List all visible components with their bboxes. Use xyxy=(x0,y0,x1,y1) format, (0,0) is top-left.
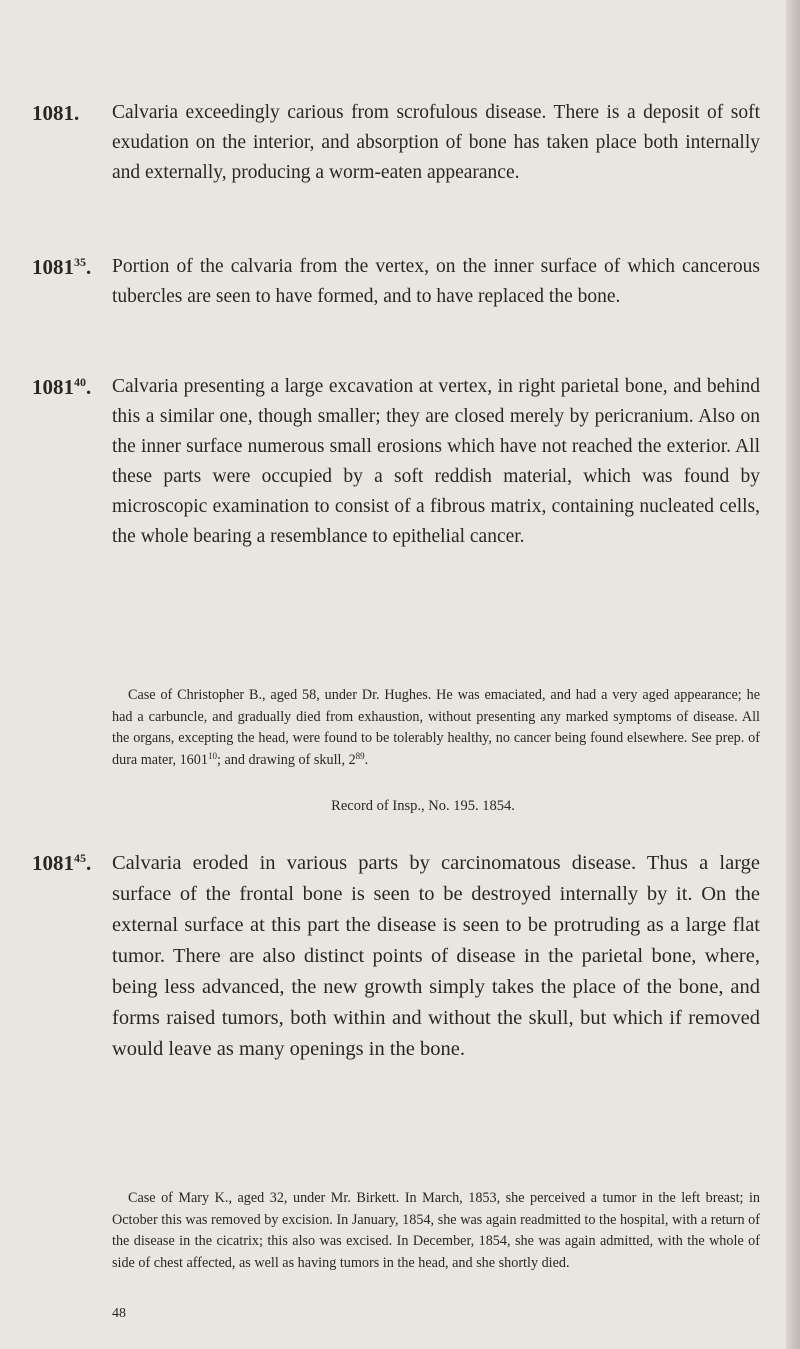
entry-description: Calvaria eroded in various parts by carcinomatous disease. Thus a large surface of the frontal bone is seen to be destroyed internally by it. On the external surface at this part the disease is seen to be protruding as a large flat tumor. There are also distinct points of disease in the parietal bone, where, being less advanced, the new growth simply takes the place of the bone, and forms raised tumors, both within and without the skull, but which if removed would leave as many openings in the bone. xyxy=(112,852,760,1060)
entry-description: Calvaria presenting a large excavation at vertex, in right parietal bone, and behind this a similar one, though smaller; they are closed merely by pericranium. Also on the inner surface numerous small erosions which have not reached the exterior. All these parts were occupied by a soft reddish material, which was found by microscopic examination to consist of a fibrous matrix, containing nucleated cells, the whole bearing a resemblance to epithelial cancer. xyxy=(112,376,760,547)
entry-number: 1081$^{40}$. xyxy=(32,375,92,399)
entry-description: Calvaria exceedingly carious from scrofulous disease. There is a deposit of soft exudation on the interior, and absorption of bone has taken place both internally and externally, producing a worm-eaten appearance. xyxy=(112,102,760,183)
page-number: 48 xyxy=(112,1306,126,1321)
record-reference: Record of Insp., No. 195. 1854. xyxy=(331,798,515,814)
page-edge-shadow xyxy=(786,0,800,1349)
entry-number: 1081. xyxy=(32,101,80,125)
entry-description: Portion of the calvaria from the vertex, on the inner surface of which cancerous tubercles are seen to have formed, and to have replaced the bone. xyxy=(112,256,760,307)
entry-number: 1081$^{35}$. xyxy=(32,255,92,279)
entry-number: 1081$^{45}$. xyxy=(32,851,92,875)
case-note: Case of Christopher B., aged 58, under Dr. Hughes. He was emaciated, and had a very aged appearance; he had a carbuncle, and gradually died from exhaustion, without presenting any marked symptoms of disease. All the organs, excepting the head, were found to be tolerably healthy, no cancer being found elsewhere. See prep. of dura mater, 1601$^{10}$; and drawing of skull, $2^{89}$. xyxy=(112,687,760,768)
case-note: Case of Mary K., aged 32, under Mr. Birkett. In March, 1853, she perceived a tumor in the left breast; in October this was removed by excision. In January, 1854, she was again readmitted to the hospital, with a return of the disease in the cicatrix; this also was excised. In December, 1854, she was again admitted, with the whole of side of chest affected, as well as having tumors in the head, and she shortly died. xyxy=(112,1190,760,1271)
